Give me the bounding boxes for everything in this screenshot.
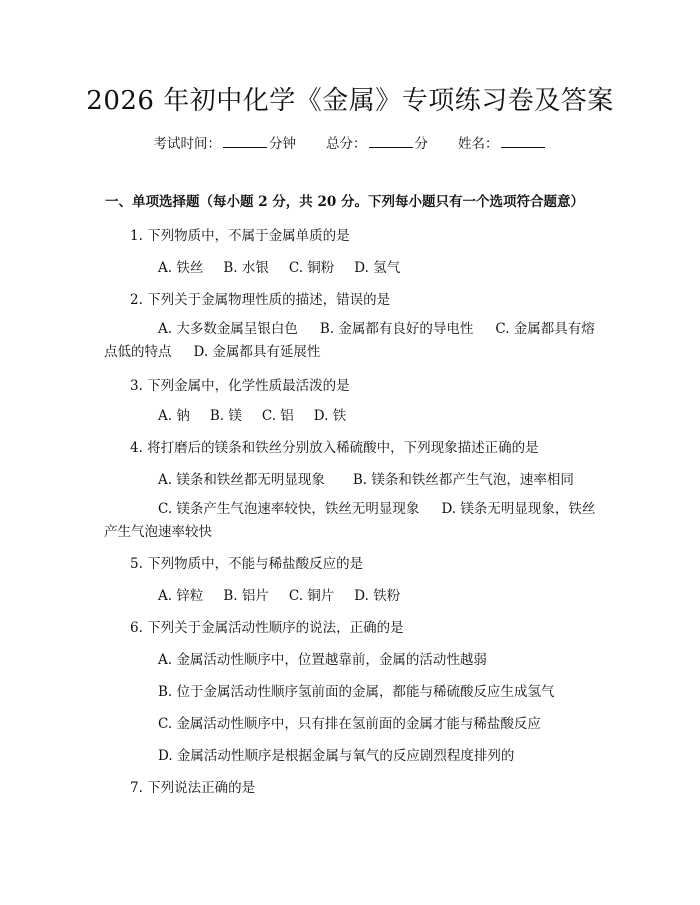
- question-stem: 1. 下列物质中，不属于金属单质的是: [130, 228, 350, 244]
- question-stem: 6. 下列关于金属活动性顺序的说法，正确的是: [130, 620, 404, 636]
- option: C. 铜粉: [288, 260, 335, 276]
- question-options: [158, 468, 574, 488]
- option: B. 位于金属活动性顺序氢前面的金属，都能与稀硫酸反应生成氢气: [158, 684, 555, 700]
- option: C. 金属活动性顺序中，只有排在氢前面的金属才能与稀盐酸反应: [158, 716, 541, 732]
- exam-meta: [0, 132, 700, 152]
- option: B. 镁条和铁丝都产生气泡，速率相同: [352, 472, 574, 488]
- exam-name: [458, 132, 547, 152]
- question-stem: 2. 下列关于金属物理性质的描述，错误的是: [130, 292, 391, 308]
- question-stem: 7. 下列说法正确的是: [130, 780, 256, 796]
- question-options: [104, 318, 606, 364]
- score-unit: 分: [414, 136, 428, 152]
- time-unit: 分钟: [269, 136, 296, 152]
- name-blank: [501, 147, 545, 148]
- option: D. 铁粉: [354, 588, 401, 604]
- option: D. 金属活动性顺序是根据金属与氧气的反应剧烈程度排列的: [158, 748, 515, 764]
- option: A. 锌粒: [158, 588, 204, 604]
- question-options: [158, 256, 400, 276]
- option: B. 铝片: [223, 588, 269, 604]
- option: D. 铁: [313, 408, 347, 424]
- option: C. 金属都具有熔点低的特点: [104, 321, 595, 360]
- question-options-continued: [104, 498, 606, 544]
- option: A. 钠: [158, 408, 190, 424]
- question-stem: 4. 将打磨后的镁条和铁丝分别放入稀硫酸中，下列现象描述正确的是: [130, 440, 539, 456]
- option: A. 铁丝: [158, 260, 204, 276]
- option: C. 镁条产生气泡速率较快，铁丝无明显现象: [158, 501, 420, 517]
- exam-time: [154, 132, 297, 152]
- option: D. 镁条无明显现象，铁丝产生气泡速率较快: [104, 501, 596, 540]
- question-options: [158, 584, 400, 604]
- option: A. 金属活动性顺序中，位置越靠前，金属的活动性越弱: [158, 652, 487, 668]
- time-label: 考试时间：: [153, 136, 221, 152]
- option: D. 金属都具有延展性: [193, 344, 321, 360]
- option: D. 氢气: [354, 260, 401, 276]
- section-heading: 一、单项选择题（每小题 2 分，共 20 分。下列每小题只有一个选项符合题意）: [105, 194, 584, 210]
- option: C. 铜片: [288, 588, 335, 604]
- option: A. 镁条和铁丝都无明显现象: [158, 472, 325, 488]
- question-stem: 5. 下列物质中，不能与稀盐酸反应的是: [130, 556, 364, 572]
- option: B. 镁: [209, 408, 242, 424]
- score-label: 总分：: [326, 136, 367, 152]
- question-options: [158, 404, 346, 424]
- option: A. 大多数金属呈银白色: [158, 321, 298, 337]
- score-blank: [369, 147, 413, 148]
- name-label: 姓名：: [458, 136, 499, 152]
- question-stem: 3. 下列金属中，化学性质最活泼的是: [130, 378, 350, 394]
- option: B. 金属都有良好的导电性: [319, 321, 474, 337]
- option: C. 铝: [261, 408, 294, 424]
- option: B. 水银: [223, 260, 269, 276]
- exam-score: [326, 132, 428, 152]
- page-title: 2026 年初中化学《金属》专项练习卷及答案: [86, 86, 614, 116]
- time-blank: [223, 147, 267, 148]
